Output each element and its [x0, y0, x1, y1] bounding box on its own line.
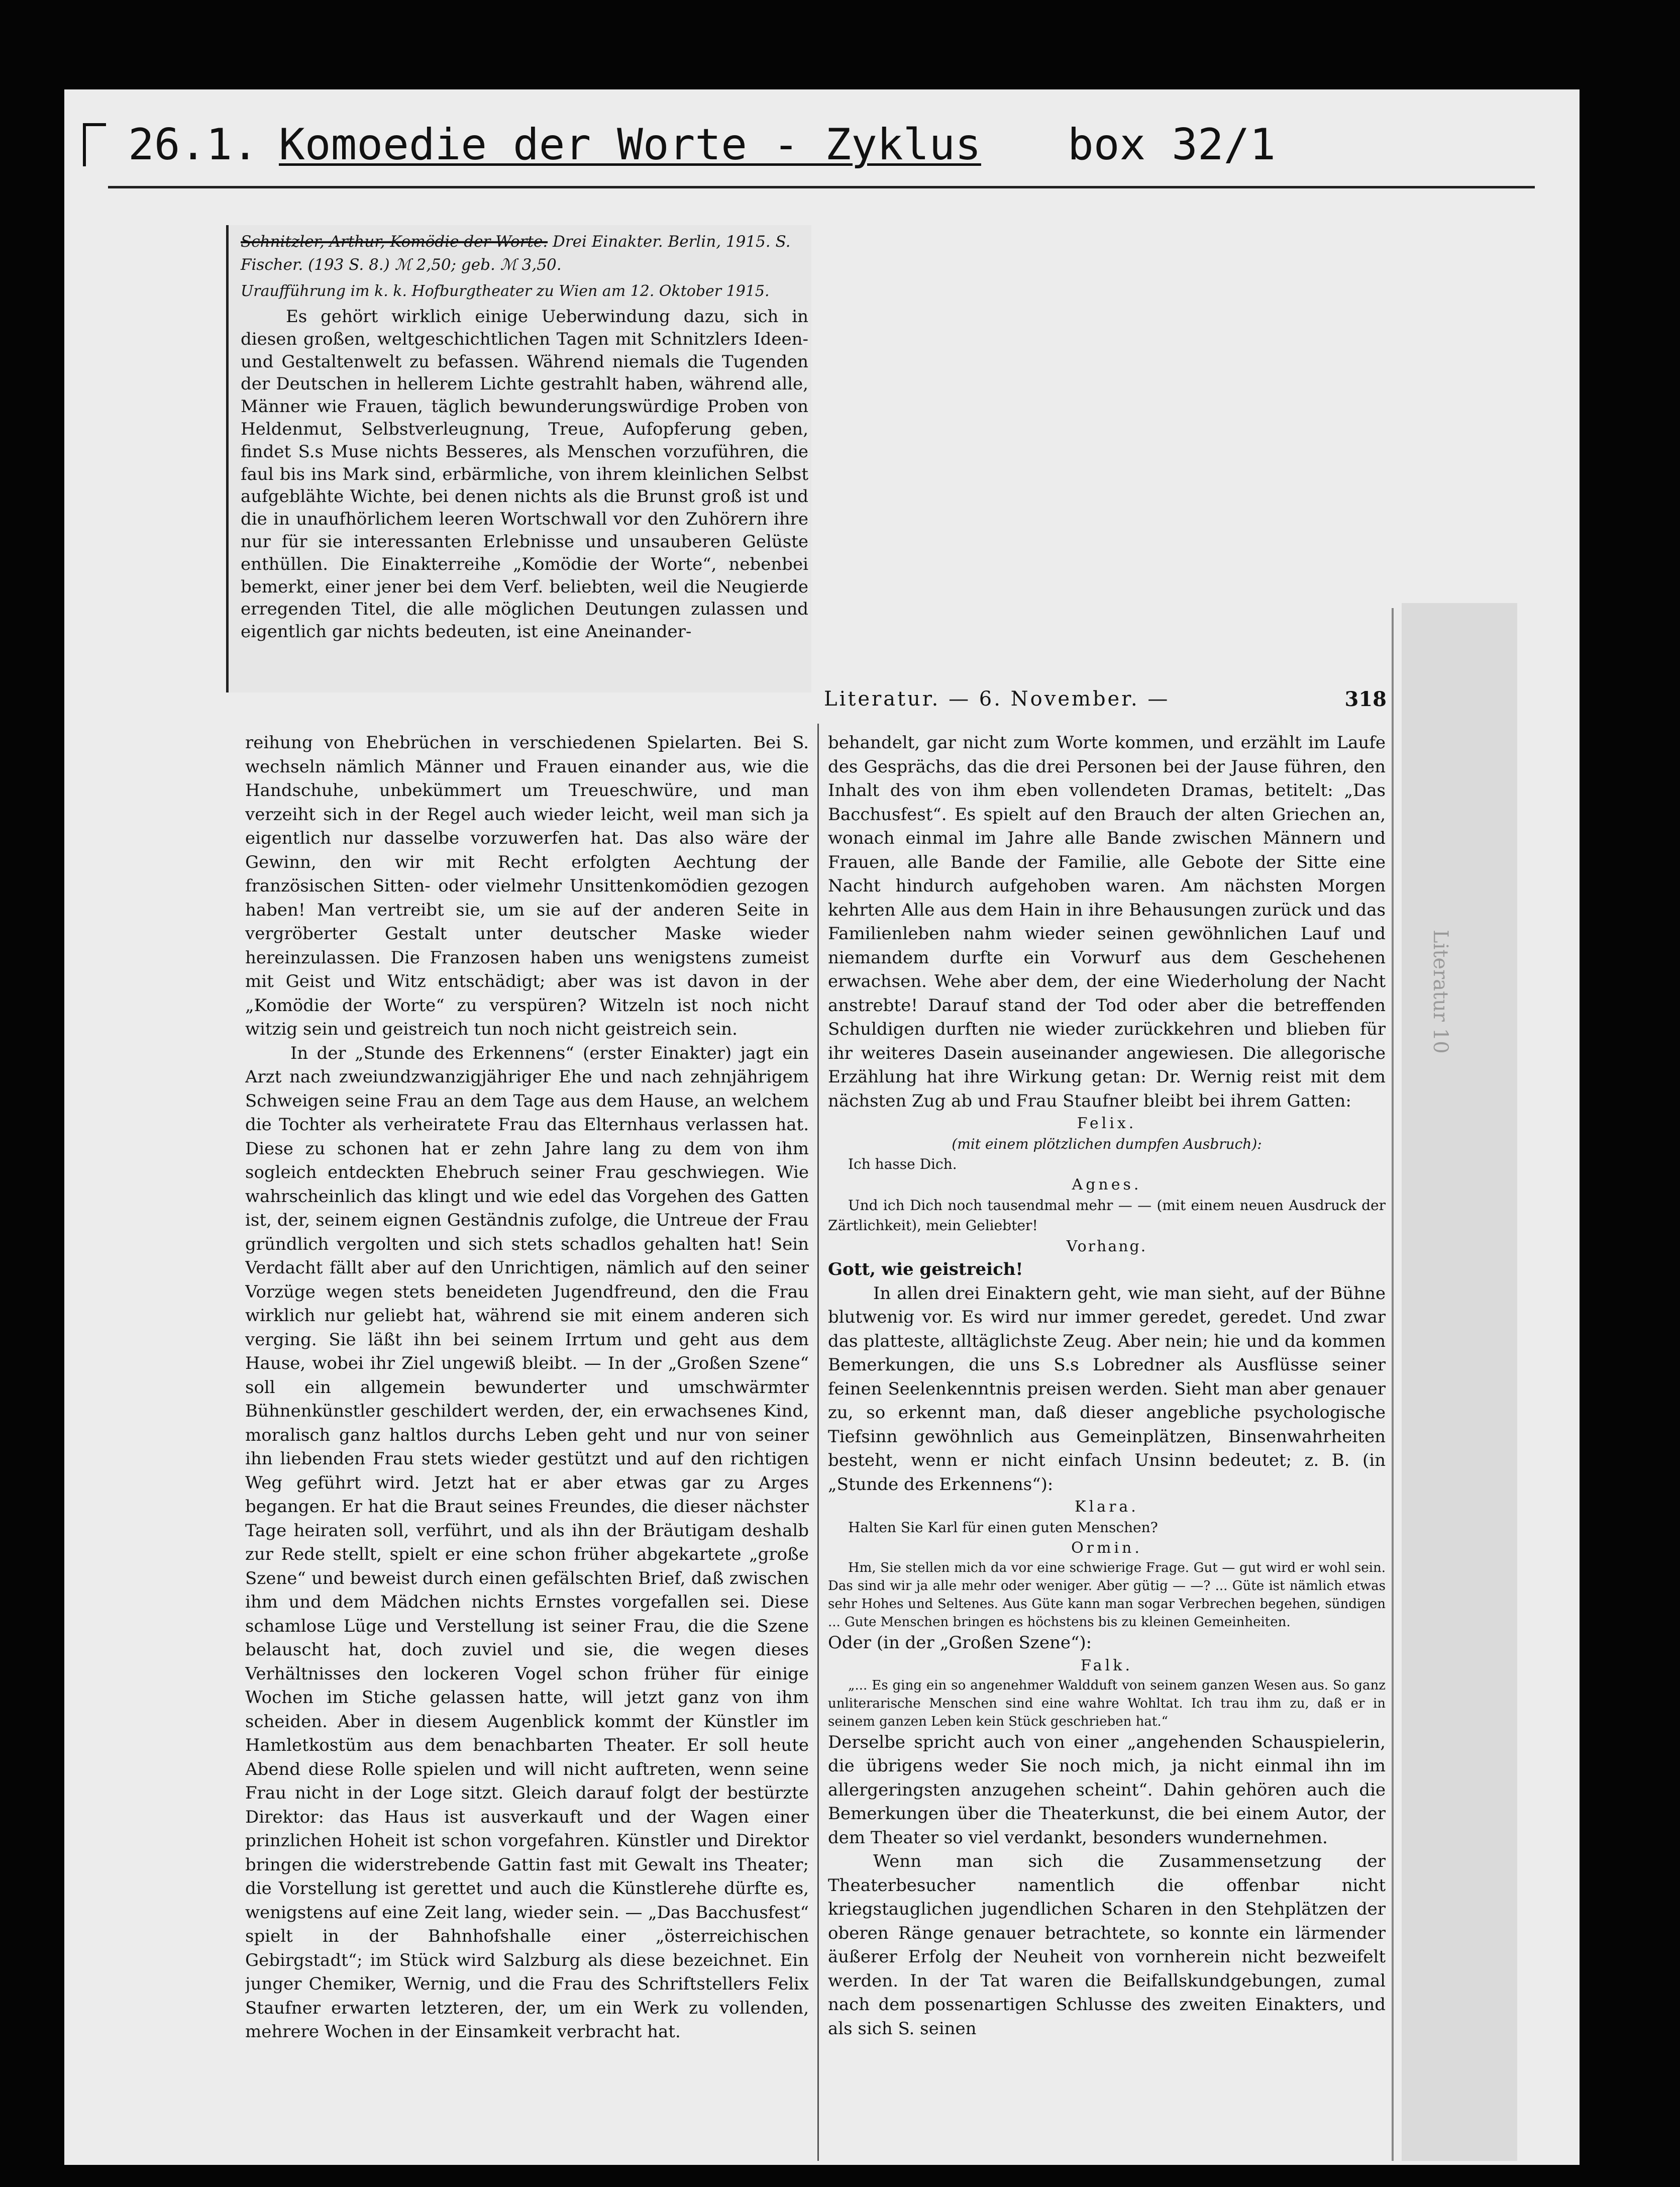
- running-head: [824, 687, 1387, 718]
- left-paragraph-1: reihung von Ehebrüchen in verschiedenen Spielarten. Bei S. wechseln nämlich Männer und Frauen einander aus, wie die Handschuhe, unbekümmert um Treueschwüre, und man verzeiht sich in der Regel auch wieder leicht, weil man sich ja eigentlich nur dasselbe vorzuwerfen hat. Das also wäre der Gewinn, den wir mit Recht erfolgten Aechtung der französischen Sitten- oder vielmehr Unsittenkomödien gezogen haben! Man vertreibt sie, um sie auf der anderen Seite in vergröberter Gestalt unter deutscher Maske wieder hereinzulassen. Die Franzosen haben uns wenigstens zumeist mit Geist und Witz entschädigt; aber was ist davon in der „Komödie der Worte“ zu verspüren? Witzeln ist noch nicht witzig sein und geistreich tun noch nicht geistreich sein.: [245, 733, 809, 1039]
- folder-number: 26.1.: [128, 120, 258, 170]
- right-paragraph-4: Oder (in der „Großen Szene“):: [828, 1633, 1092, 1653]
- curtain-line: Vorhang.: [1066, 1238, 1147, 1255]
- clipping-body-text: Es gehört wirklich einige Ueberwindung dazu, sich in diesen großen, weltgeschichtlichen Tagen mit Schnitzlers Ideen- und Gestaltenwelt zu befassen. Während niemals die Tugenden der Deutschen in hellerem Lichte gestrahlt haben, während alle, Männer wie Frauen, täglich bewunderungswürdige Proben von Heldenmut, Selbstverleugnung, Treue, Aufopferung geben, findet S.s Muse nichts Besseres, als Menschen vorzuführen, die faul bis ins Mark sind, erbärmliche, von ihrem kleinlichen Selbst aufgeblähte Wichte, bei denen nichts als die Brunst groß ist und die in unaufhörlichem leeren Wortschwall vor den Zuhörern ihre nur für sie interessanten Erlebnisse und unsauberen Gelüste enthüllen. Die Einakterreihe „Komödie der Worte“, nebenbei bemerkt, einer jener bei dem Verf. beliebten, weil die Neugierde erregenden Titel, die alle möglichen Deutungen zulassen und eigentlich gar nichts bedeuten, ist eine Aneinander-: [241, 307, 808, 642]
- premiere-note: Uraufführung im k. k. Hofburgtheater zu Wien am 12. Oktober 1915.: [241, 282, 770, 300]
- speaker-agnes: Agnes.: [1072, 1176, 1142, 1194]
- right-paragraph-2: Gott, wie geistreich!: [828, 1259, 1023, 1279]
- struck-author-title: Schnitzler, Arthur, Komödie der Worte.: [241, 233, 548, 251]
- review-clipping: [226, 225, 811, 692]
- page-edge: [1392, 608, 1394, 2161]
- speaker-ormin: Ormin.: [1071, 1539, 1142, 1557]
- running-head-text: Literatur. — 6. November. —: [824, 687, 1170, 711]
- header-rule: [108, 186, 1535, 188]
- speech-felix: Ich hasse Dich.: [848, 1156, 957, 1172]
- right-paragraph-6: Wenn man sich die Zusammensetzung der Theaterbesucher namentlich die offenbar nicht kriegstauglichen jugendlichen Scharen in den Stehplätzen der oberen Ränge genauer betrachtete, so konnte ein lärmender äußerer Erfolg der Neuheit von vornherein nicht bezweifelt werden. In der Tat waren die Beifallskundgebungen, zumal nach dem possenartigen Schlusse des zweiten Einakters, und als sich S. seinen: [828, 1851, 1386, 2039]
- column-rule: [817, 724, 819, 2161]
- right-paragraph-5: Derselbe spricht auch von einer „angehenden Schauspielerin, die übrigens weder Sie noch mich, ja nicht einmal ihn im allergeringsten anzugehen scheint“. Dahin gehören auch die Bemerkungen über die Theaterkunst, die bei einem Autor, der dem Theater so viel verdankt, besonders wundernehmen.: [828, 1732, 1386, 1848]
- left-paragraph-2: In der „Stunde des Erkennens“ (erster Einakter) jagt ein Arzt nach zweiundzwanzigjähriger Ehe und nach zehnjährigem Schweigen seine Frau an dem Tage aus dem Hause, an welchem die Tochter als verheiratete Frau das Elternhaus verlassen hat. Diese zu schonen hat er zehn Jahre lang zu dem von ihm sogleich entdeckten Ehebruch seiner Frau geschwiegen. Wie wahrscheinlich das klingt und wie edel das Vorgehen des Gatten ist, der, seinem eignen Geständnis zufolge, die Untreue der Frau gründlich vergolten und sich stets schadlos gehalten hat! Sein Verdacht fällt aber auf den Unrichtigen, nämlich auf den seiner Vorzüge wegen stets beneideten Jugendfreund, den die Frau wirklich nur geliebt hat, während sie mit einem anderen sich verging. Sie läßt ihn bei seinem Irrtum und geht aus dem Hause, wobei ihr Ziel ungewiß bleibt. — In der „Großen Szene“ soll ein allgemein bewunderter und umschwärmter Bühnenkünstler geschildert werden, der, ein erwachsenes Kind, moralisch ganz haltlos durchs Leben geht und nur von seiner ihn liebenden Frau stets wieder gestützt und auf den richtigen Weg geführt wird. Jetzt hat er aber etwas gar zu Arges begangen. Er hat die Braut seines Freundes, die dieser nächster Tage heiraten soll, verführt, und als ihn der Bräutigam deshalb zur Rede stellt, spielt er eine schon früher abgekartete „große Szene“ und beweist durch einen gefälschten Brief, daß zwischen ihm und dem Mädchen nichts Ernstes vorgefallen sei. Diese schamlose Lüge und Verstellung ist seiner Frau, die die Szene belauscht hat, doch zuviel und sie, die wegen dieses Verhältnisses den lockeren Vogel schon früher für einige Wochen im Stiche gelassen hatte, will jetzt ganz von ihm scheiden. Aber in diesem Augenblick kommt der Künstler im Hamletkostüm aus dem benachbarten Theater. Er soll heute Abend diese Rolle spielen und will nicht auftreten, wenn seine Frau nicht in der Loge sitzt. Gleich darauf folgt der bestürzte Direktor: das Haus ist ausverkauft und der Wagen einer prinzlichen Hoheit ist schon vorgefahren. Künstler und Direktor bringen die widerstrebende Gattin fast mit Gewalt ins Theater; die Vorstellung ist gerettet und auch die Künstlerehe dürfte es, wenigstens auf eine Zeit lang, wieder sein. — „Das Bacchusfest“ spielt in der Bahnhofshalle einer „österreichischen Gebirgstadt“; im Stück wird Salzburg als diese bezeichnet. Ein junger Chemiker, Wernig, und die Frau des Schriftstellers Felix Staufner erwarten letzteren, der, um ein Werk zu vollenden, mehrere Wochen in der Einsamkeit verbracht hat.: [245, 1043, 809, 2042]
- folder-title: Komoedie der Worte - Zyklus: [279, 120, 981, 170]
- speaker-felix: Felix.: [1077, 1115, 1137, 1132]
- speaker-klara: Klara.: [1075, 1498, 1139, 1516]
- speech-agnes: Und ich Dich noch tausendmal mehr — — (mit einem neuen Ausdruck der Zärtlichkeit), mein Geliebter!: [828, 1197, 1386, 1234]
- clipping-bibliography: [241, 230, 811, 276]
- right-paper-strip: [1402, 603, 1517, 2161]
- margin-pencil-note: Literatur 10: [1429, 930, 1452, 1054]
- stage-direction: (mit einem plötzlichen dumpfen Ausbruch):: [952, 1136, 1262, 1152]
- right-paragraph-3: In allen drei Einaktern geht, wie man sieht, auf der Bühne blutwenig vor. Es wird nur immer geredet, geredet. Und zwar das platteste, alltäglichste Zeug. Aber nein; hie und da kommen Bemerkungen, die uns S.s Lobredner als Ausflüsse seiner feinen Seelenkenntnis preisen werden. Sieht man aber genauer zu, so erkennt man, daß dieser angebliche psychologische Tiefsinn gewöhnlich aus Gemeinplätzen, Binsenwahrheiten besteht, wenn er nicht einfach Unsinn bedeutet; z. B. (in „Stunde des Erkennens“):: [828, 1283, 1386, 1495]
- page-number: 318: [1344, 687, 1387, 711]
- speech-klara: Halten Sie Karl für einen guten Menschen?: [848, 1519, 1158, 1536]
- archive-header: [128, 120, 1284, 180]
- speech-ormin: Hm, Sie stellen mich da vor eine schwierige Frage. Gut — gut wird er wohl sein. Das sind wir ja alle mehr oder weniger. Aber gütig — —? ... Güte ist nämlich etwas sehr Hohes und Seltenes. Aus Güte kann man sogar Verbrechen begehen, sündigen ... Gute Menschen bringen es höchstens bis zu kleinen Gemeinheiten.: [828, 1560, 1386, 1630]
- bibliography-details: Drei Einakter. Berlin, 1915. S. Fischer. (193 S. 8.) ℳ 2,50; geb. ℳ 3,50.: [241, 233, 791, 274]
- left-column: [245, 731, 809, 2156]
- speech-falk: „... Es ging ein so angenehmer Waldduft von seinem ganzen Wesen aus. So ganz unliterarische Menschen sind eine wahre Wohltat. Ich trau ihm zu, daß er in seinem ganzen Leben kein Stück geschrieben hat.“: [828, 1677, 1386, 1729]
- right-column: [828, 731, 1386, 2156]
- crop-mark: [83, 123, 106, 166]
- right-paragraph-1: behandelt, gar nicht zum Worte kommen, und erzählt im Laufe des Gesprächs, das die drei Personen bei der Jause führen, den Inhalt des von ihm eben vollendeten Dramas, betitelt: „Das Bacchusfest“. Es spielt auf den Brauch der alten Griechen an, wonach einmal im Jahre alle Bande zwischen Männern und Frauen, alle Bande der Familie, alle Gebote der Sitte eine Nacht hindurch aufgehoben waren. Am nächsten Morgen kehrten Alle aus dem Hain in ihre Behausungen zurück und das Familienleben nahm wieder seinen gewöhnlichen Lauf und niemandem durfte ein Vorwurf aus dem Geschehenen erwachsen. Wehe aber dem, der eine Wiederholung der Nacht anstrebte! Darauf stand der Tod oder aber die betreffenden Schuldigen durften nie wieder zurückkehren und blieben für ihr weiteres Dasein auseinander angewiesen. Die allegorische Erzählung hat ihre Wirkung getan: Dr. Wernig reist mit dem nächsten Zug ab und Frau Staufner bleibt bei ihrem Gatten:: [828, 733, 1386, 1111]
- speaker-falk: Falk.: [1081, 1656, 1133, 1674]
- box-label: box 32/1: [1068, 120, 1276, 170]
